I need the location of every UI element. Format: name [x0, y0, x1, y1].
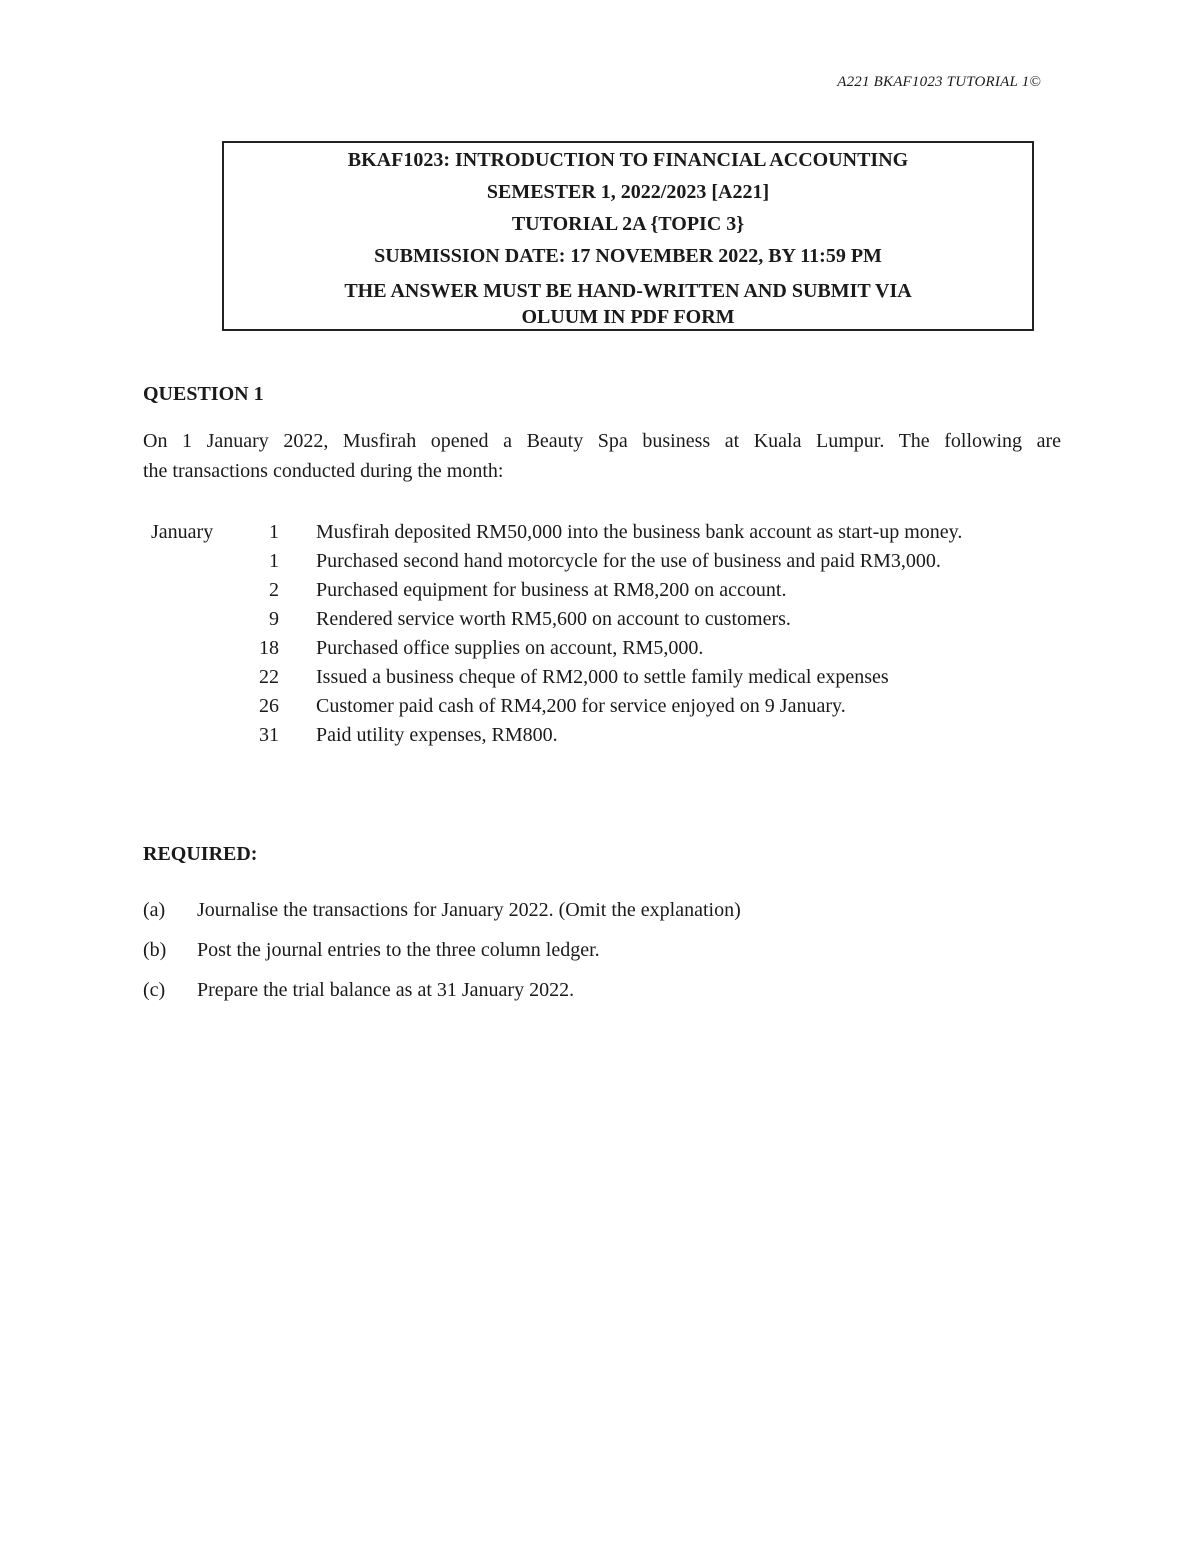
- transaction-row: [143, 663, 1013, 692]
- required-item-letter: (b): [143, 939, 167, 961]
- instruction-line-2: OLUUM IN PDF FORM: [521, 306, 735, 328]
- transaction-row: [143, 721, 1013, 750]
- required-item-text: Journalise the transactions for January 2022. (Omit the explanation): [197, 899, 741, 921]
- required-item: [143, 975, 741, 1005]
- required-item: [143, 935, 741, 965]
- required-heading: REQUIRED:: [143, 843, 258, 865]
- transaction-day: 22: [259, 666, 279, 688]
- transaction-day: 31: [259, 724, 279, 746]
- required-item-text: Post the journal entries to the three column ledger.: [197, 939, 600, 961]
- transaction-day: 1: [269, 521, 279, 543]
- transaction-day: 26: [259, 695, 279, 717]
- transaction-day: 1: [269, 550, 279, 572]
- question-intro: [143, 426, 1061, 486]
- transaction-text: Paid utility expenses, RM800.: [316, 724, 558, 746]
- transaction-day: 2: [269, 579, 279, 601]
- intro-line-1: On 1 January 2022, Musfirah opened a Beauty Spa business at Kuala Lumpur. The following are: [143, 430, 1061, 452]
- required-item-letter: (c): [143, 979, 166, 1001]
- transaction-text: Issued a business cheque of RM2,000 to settle family medical expenses: [316, 666, 889, 688]
- transaction-row: [143, 634, 1013, 663]
- transaction-row: [143, 692, 1013, 721]
- transaction-text: Purchased second hand motorcycle for the use of business and paid RM3,000.: [316, 550, 941, 572]
- required-list: [143, 895, 741, 1015]
- instruction-line-1: THE ANSWER MUST BE HAND-WRITTEN AND SUBMIT VIA: [344, 280, 912, 302]
- submission-date-line: SUBMISSION DATE: 17 NOVEMBER 2022, BY 11:59 PM: [374, 245, 882, 267]
- transaction-row: [143, 605, 1013, 634]
- transaction-text: Customer paid cash of RM4,200 for service enjoyed on 9 January.: [316, 695, 846, 717]
- transaction-text: Purchased equipment for business at RM8,200 on account.: [316, 579, 787, 601]
- transaction-row: [143, 518, 1013, 547]
- required-item-letter: (a): [143, 899, 166, 921]
- transaction-text: Musfirah deposited RM50,000 into the business bank account as start-up money.: [316, 521, 963, 543]
- semester-line: SEMESTER 1, 2022/2023 [A221]: [486, 181, 770, 203]
- transaction-text: Rendered service worth RM5,600 on account to customers.: [316, 608, 791, 630]
- transaction-row: [143, 547, 1013, 576]
- transaction-text: Purchased office supplies on account, RM5,000.: [316, 637, 704, 659]
- question-heading: QUESTION 1: [143, 383, 264, 405]
- transaction-day: 18: [259, 637, 279, 659]
- transaction-row: [143, 576, 1013, 605]
- page-header-code: A221 BKAF1023 TUTORIAL 1©: [837, 74, 1041, 90]
- transaction-month: January: [151, 521, 214, 543]
- required-item: [143, 895, 741, 925]
- tutorial-line: TUTORIAL 2A {TOPIC 3}: [511, 213, 745, 235]
- intro-line-2: the transactions conducted during the month:: [143, 460, 504, 482]
- transaction-list: [143, 518, 1013, 750]
- title-box: [222, 141, 1034, 331]
- course-title: BKAF1023: INTRODUCTION TO FINANCIAL ACCOUNTING: [347, 149, 909, 171]
- transaction-day: 9: [269, 608, 279, 630]
- required-item-text: Prepare the trial balance as at 31 January 2022.: [197, 979, 575, 1001]
